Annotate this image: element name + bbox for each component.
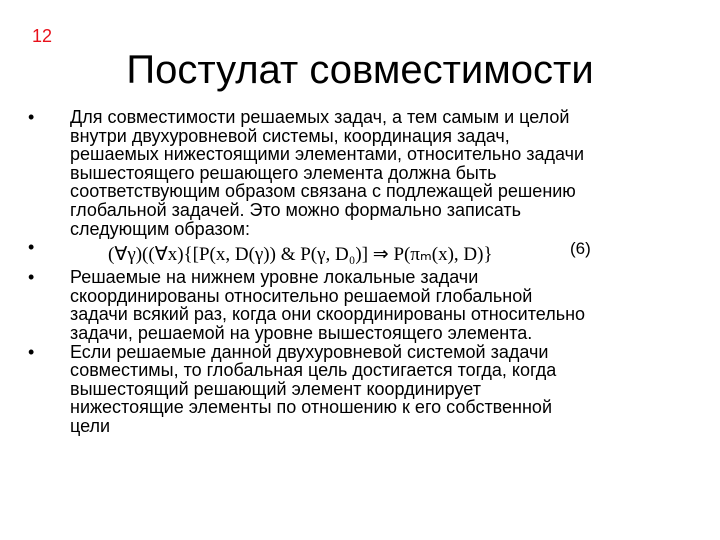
- bullet-item-compatibility: [22, 108, 682, 238]
- bullet-text: [70, 108, 682, 238]
- text-line: глобальной задачей. Это можно формально записать: [70, 199, 522, 220]
- text-line: соответствующим образом связана с подлежащей решению: [70, 181, 576, 202]
- text-line: следующим образом:: [70, 218, 250, 239]
- slide-title: Постулат совместимости: [126, 48, 594, 92]
- bullet-item-global-goal: [22, 343, 682, 436]
- text-line: совместимы, то глобальная цель достигается тогда, когда: [70, 360, 557, 381]
- bullet-item-formula: [22, 238, 682, 268]
- equation-number: (6): [570, 239, 591, 259]
- text-line: Для совместимости решаемых задач, а тем самым и целой: [70, 107, 570, 127]
- bullet-text: [70, 268, 682, 342]
- text-line: Решаемые на нижнем уровне локальные задачи: [70, 267, 479, 288]
- text-line: задачи всякий раз, когда они скоординированы относительно: [70, 304, 586, 325]
- bullet-marker: •: [28, 267, 35, 288]
- text-line: Если решаемые данной двухуровневой системой задачи: [70, 341, 549, 362]
- bullet-marker: •: [28, 237, 35, 258]
- bullet-list: [22, 108, 682, 436]
- text-line: вышестоящий решающий элемент координирует: [70, 378, 481, 399]
- text-line: вышестоящего решающего элемента должна быть: [70, 162, 497, 183]
- bullet-marker: •: [28, 107, 35, 127]
- text-line: решаемых нижестоящими элементами, относительно задачи: [70, 144, 585, 165]
- bullet-text: [70, 343, 682, 436]
- bullet-item-local-tasks: [22, 268, 682, 342]
- text-line: цели: [70, 415, 111, 436]
- text-line: задачи, решаемой на уровне вышестоящего элемента.: [70, 322, 533, 343]
- bullet-marker: •: [28, 341, 35, 362]
- math-formula: (∀γ)((∀x){[P(x, D(γ)) & P(γ, D₀)] ⇒ P(πₘ(x), D)}: [108, 244, 493, 266]
- slide-number: 12: [32, 26, 53, 46]
- text-line: внутри двухуровневой системы, координация задач,: [70, 125, 510, 146]
- text-line: скоординированы относительно решаемой глобальной: [70, 285, 533, 306]
- text-line: нижестоящие элементы по отношению к его собственной: [70, 397, 553, 418]
